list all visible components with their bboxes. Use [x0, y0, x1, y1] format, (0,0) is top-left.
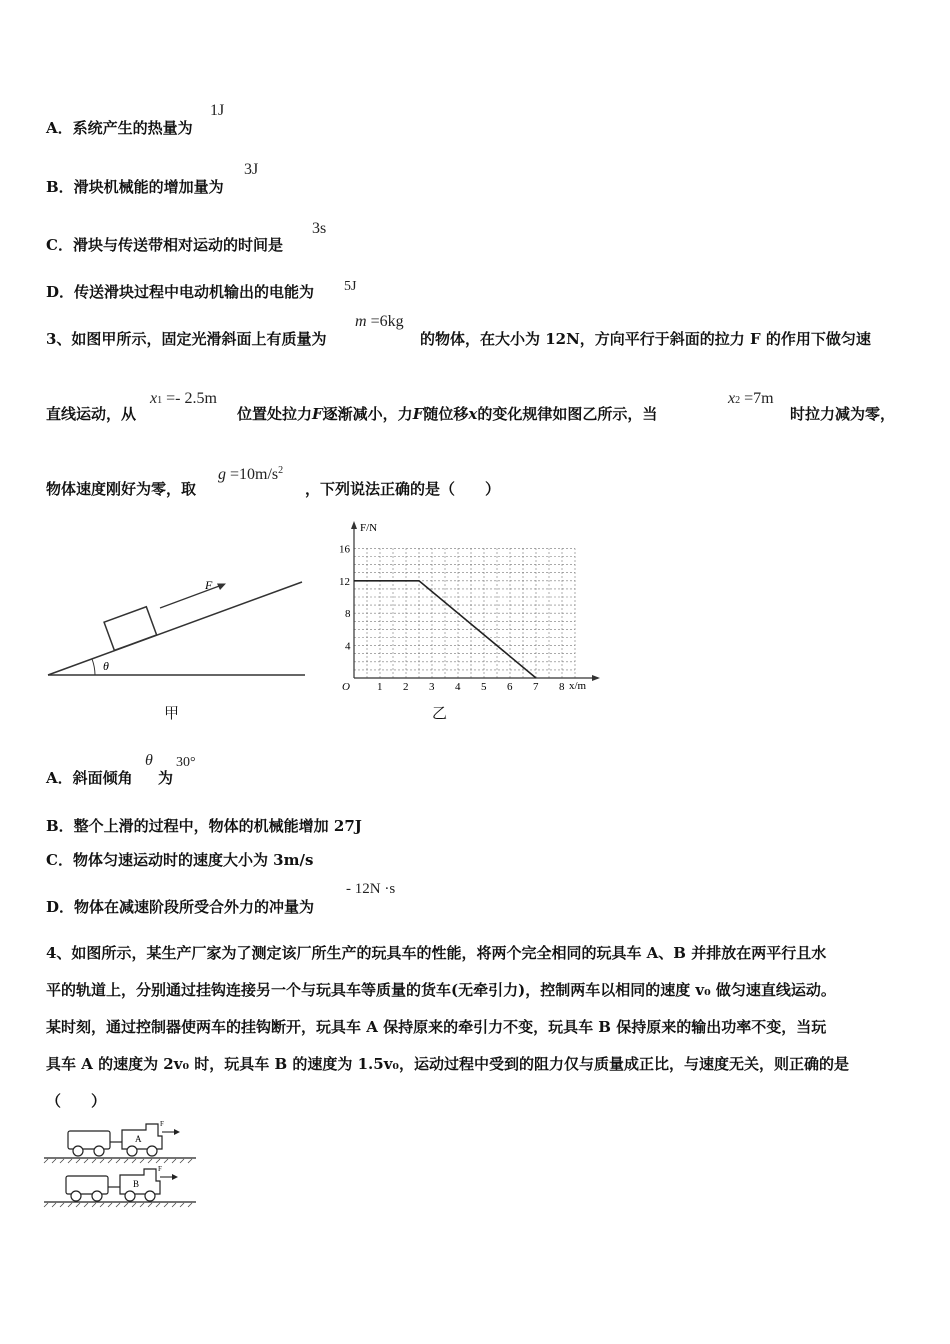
top-track: [44, 1158, 196, 1163]
q2-option-b-label: B．滑块机械能的增加量为: [46, 178, 224, 196]
q3-option-c: C．物体匀速运动时的速度大小为 3m/s: [46, 851, 314, 869]
q3-line-3-pre: 物体速度刚好为零，取: [46, 480, 197, 498]
incline-angle-arc: [92, 659, 95, 675]
bottom-track: [44, 1202, 196, 1207]
q3-x-var: x: [468, 405, 478, 423]
chart-x-tick-label: 6: [507, 681, 513, 693]
q3-option-d-value: - 12N ·s: [346, 881, 396, 897]
q3-x2-expression: [728, 390, 774, 408]
figure-incline: [40, 560, 320, 685]
q3-g-value: =10m/s: [230, 466, 279, 483]
figure-right-caption: 乙: [432, 704, 448, 722]
chart-y-label: F/N: [360, 522, 378, 534]
q2-option-a-value: 1J: [210, 102, 225, 119]
q3-option-a: A．斜面倾角: [46, 769, 133, 787]
q2-option-d-value: 5J: [344, 279, 357, 294]
force-label: F: [205, 578, 213, 592]
q3-option-d: D．物体在减速阶段所受合外力的冲量为: [46, 898, 315, 916]
q3-l2-mid1: 位置处拉力: [237, 405, 313, 423]
q3-option-b: B．整个上滑的过程中，物体的机械能增加 27J: [46, 817, 362, 835]
bottom-freight-car: [66, 1176, 108, 1201]
q3-x2-value: =7m: [744, 390, 774, 407]
top-toy-car-a: [122, 1124, 162, 1156]
incline-angle-label: θ: [103, 659, 109, 673]
chart-x-tick-label: 5: [481, 681, 487, 693]
q3-x2-sub: 2: [735, 395, 741, 406]
chart-grid: [354, 548, 575, 678]
chart-x-tick-label: 1: [377, 681, 383, 693]
force-arrow: [160, 585, 222, 608]
chart-x-tick-label: 7: [533, 681, 539, 693]
q3-l2-mid4: 的变化规律如图乙所示，当: [477, 405, 658, 423]
force-displacement-chart: [330, 518, 605, 696]
q3-g-expression: [218, 466, 283, 484]
figure-toy-cars: [42, 1118, 202, 1210]
chart-y-tick-label: 4: [345, 640, 351, 653]
q4-line-3: 某时刻，通过控制器使两车的挂钩断开，玩具车 A 保持原来的牵引力不变，玩具车 B 保持原来的输出功率不变，当玩: [46, 1018, 827, 1036]
q3-option-a-for: 为: [158, 769, 174, 787]
q3-x1-value: =- 2.5m: [166, 390, 217, 407]
chart-x-tick-label: 8: [559, 681, 565, 693]
q3-x2-var: x: [728, 390, 736, 407]
chart-x-arrow: [592, 675, 600, 681]
incline-block: [104, 607, 157, 651]
q4-line-1: 4、如图所示，某生产厂家为了测定该厂所生产的玩具车的性能，将两个完全相同的玩具车 A、B 并排放在两平行且水: [46, 944, 827, 962]
figure-left-caption: 甲: [164, 704, 180, 722]
q3-line-2-post: 时拉力减为零，: [790, 405, 896, 423]
chart-x-tick-label: 2: [403, 681, 409, 693]
q2-option-a-label: A．系统产生的热量为: [46, 119, 193, 137]
bottom-car-label: B: [133, 1179, 140, 1189]
q3-line-3-post: ，下列说法正确的是（ ）: [305, 480, 501, 498]
q3-l2-mid3: 随位移: [423, 405, 469, 423]
bottom-force-label: F: [158, 1165, 162, 1173]
chart-x-label: x/m: [569, 680, 587, 692]
q3-line-2-pre: 直线运动，从: [46, 405, 137, 423]
q3-option-a-value: 30°: [176, 755, 196, 770]
q2-option-c-value: 3s: [312, 220, 327, 237]
q3-mass-expression: [355, 313, 404, 331]
chart-x-tick-label: 4: [455, 681, 461, 693]
bottom-force-arrowhead: [172, 1174, 178, 1180]
top-force-arrowhead: [174, 1129, 180, 1135]
q3-line-1-pre: 3、如图甲所示，固定光滑斜面上有质量为: [46, 330, 327, 348]
q2-option-a: [46, 117, 193, 138]
q4-line-4: 具车 A 的速度为 2v₀ 时，玩具车 B 的速度为 1.5v₀，运动过程中受到的阻力仅与质量成正比，与速度无关，则正确的是: [46, 1055, 849, 1073]
chart-y-tick-label: 12: [339, 575, 350, 588]
q2-option-b-value: 3J: [244, 161, 259, 178]
q3-option-a-theta: θ: [145, 752, 153, 769]
chart-origin-label: O: [342, 681, 350, 693]
chart-y-tick-label: 16: [339, 543, 350, 556]
top-freight-car: [68, 1131, 110, 1156]
top-car-label: A: [135, 1134, 142, 1144]
q2-option-c-label: C．滑块与传送带相对运动的时间是: [46, 236, 283, 254]
q2-option-d: [46, 281, 314, 302]
q3-x1-expression: [150, 390, 217, 408]
chart-ticks: [339, 543, 565, 693]
chart-y-tick-label: 8: [345, 608, 351, 621]
q2-option-c: [46, 234, 283, 255]
q2-option-b: [46, 176, 224, 197]
q3-g-var: g: [218, 466, 226, 483]
incline-slope: [48, 582, 302, 675]
top-force-label: F: [160, 1120, 164, 1128]
q2-option-d-label: D．传送滑块过程中电动机输出的电能为: [46, 283, 315, 301]
q3-line-1-post: 的物体，在大小为 12N，方向平行于斜面的拉力 F 的作用下做匀速: [420, 330, 871, 348]
q3-mass-value: =6kg: [370, 313, 404, 330]
chart-x-tick-label: 3: [429, 681, 435, 693]
q4-line-2: 平的轨道上，分别通过挂钩连接另一个与玩具车等质量的货车(无牵引力)，控制两车以相同的速度 v₀ 做匀速直线运动。: [46, 981, 836, 999]
q3-x1-sub: 1: [157, 395, 163, 406]
q3-l2-mid2: 逐渐减小，力: [322, 405, 413, 423]
q3-f-var-2: F: [412, 405, 424, 423]
q4-line-5: （ ）: [46, 1092, 107, 1110]
q3-g-sup: 2: [278, 465, 284, 476]
q3-mass-var: m: [355, 313, 367, 330]
bottom-toy-car-b: [120, 1169, 160, 1201]
q3-f-var: F: [312, 405, 323, 423]
q3-x1-var: x: [150, 390, 158, 407]
chart-y-arrow: [351, 521, 357, 529]
q3-line-2-body: [237, 403, 657, 424]
